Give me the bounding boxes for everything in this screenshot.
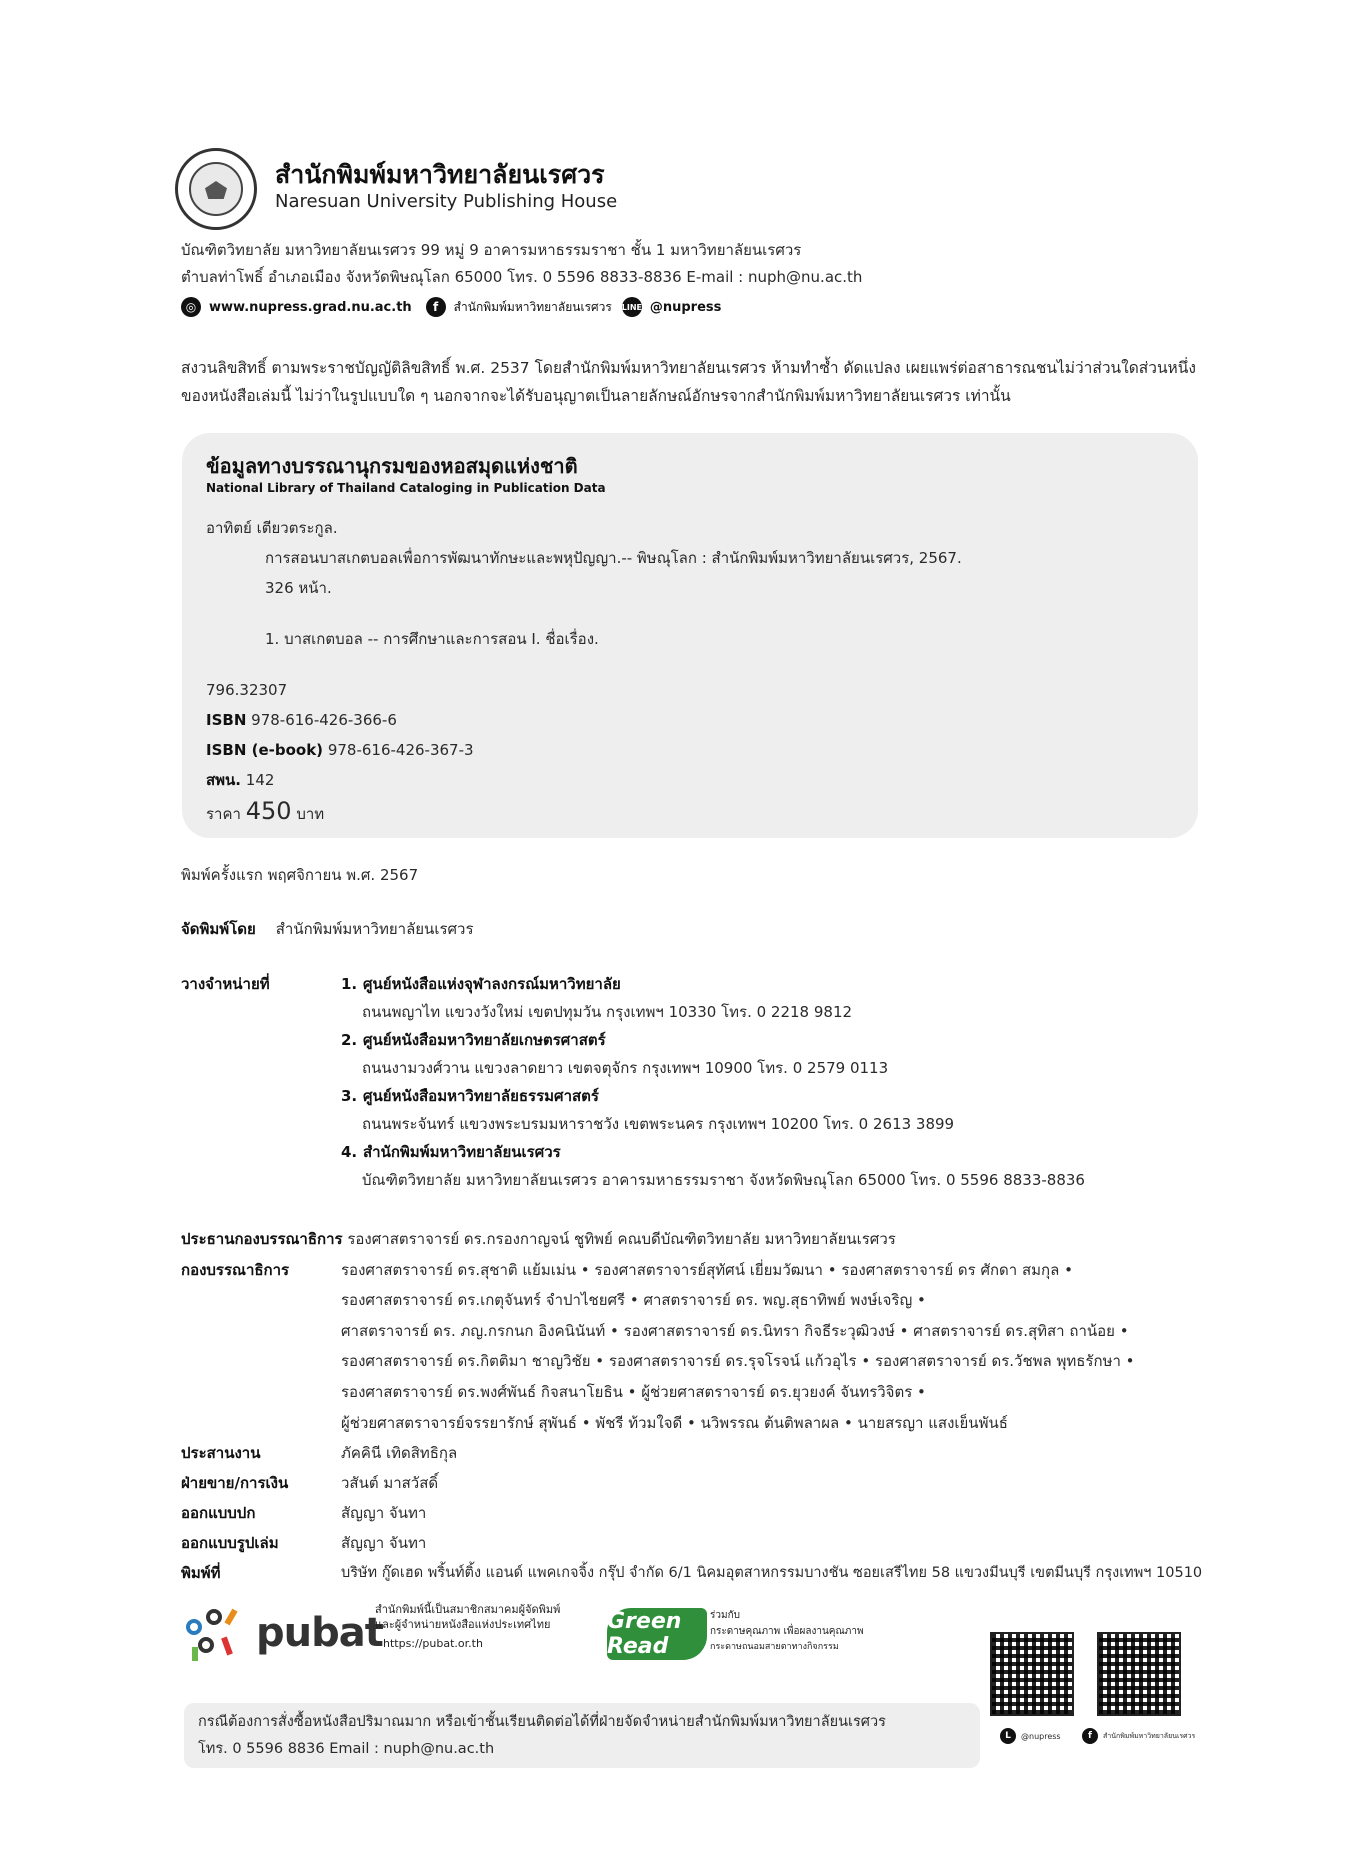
distributor-4-name: 4. สำนักพิมพ์มหาวิทยาลัยนเรศวร [341, 1143, 561, 1161]
editorial-board-line: รองศาสตราจารย์ ดร.กิตติมา ชาญวิชัย • รองศาสตราจารย์ ดร.รุจโรจน์ แก้วอุไร • รองศาสตราจารย์ ดร.วัชพล พุทธรักษา • [341, 1352, 1135, 1370]
layout-design-label: ออกแบบรูปเล่ม [181, 1534, 279, 1552]
pubat-logo-text: pubat [256, 1610, 383, 1656]
catalog-isbn-ebook: ISBN (e-book) 978-616-426-367-3 [206, 741, 474, 759]
cover-design-label: ออกแบบปก [181, 1504, 256, 1522]
catalog-isbn: ISBN 978-616-426-366-6 [206, 711, 397, 729]
catalog-subject: 1. บาสเกตบอล -- การศึกษาและการสอน I. ชื่อเรื่อง. [265, 630, 599, 648]
publisher-title-th: สำนักพิมพ์มหาวิทยาลัยนเรศวร [275, 160, 605, 189]
facebook-link[interactable]: สำนักพิมพ์มหาวิทยาลัยนเรศวร [453, 299, 612, 314]
distributor-2-address: ถนนงามวงศ์วาน แขวงลาดยาว เขตจตุจักร กรุงเทพฯ 10900 โทร. 0 2579 0113 [362, 1059, 889, 1077]
coordinator-value: ภัคคินี เทิดสิทธิกุล [341, 1444, 458, 1462]
distributor-3-name: 3. ศูนย์หนังสือมหาวิทยาลัยธรรมศาสตร์ [341, 1087, 599, 1105]
cover-design-value: สัญญา จันทา [341, 1504, 427, 1522]
editorial-board-line: ผู้ช่วยศาสตราจารย์จรรยารักษ์ สุพันธ์ • พัชรี ท้วมใจดี • นวิพรรณ ต้นติพลาผล • นายสรญา แสงเย็นพันธ์ [341, 1414, 1008, 1432]
layout-design-value: สัญญา จันทา [341, 1534, 427, 1552]
green-read-note: ร่วมกับ กระดาษคุณภาพ เพื่อผลงานคุณภาพ กระดาษถนอมสายตาทางกิจกรรม [710, 1610, 864, 1652]
catalog-pages: 326 หน้า. [265, 579, 332, 597]
website-link[interactable]: www.nupress.grad.nu.ac.th [209, 299, 412, 315]
editorial-board-line: ศาสตราจารย์ ดร. ภญ.กรกนก อิงคนินันท์ • รองศาสตราจารย์ ดร.นิทรา กิจธีระวุฒิวงษ์ • ศาสตราจารย์ ดร.สุทิสา ถาน้อย • [341, 1322, 1129, 1340]
qr-facebook-caption: f สำนักพิมพ์มหาวิทยาลัยนเรศวร [1082, 1728, 1195, 1744]
copyright-line-1: สงวนลิขสิทธิ์ ตามพระราชบัญญัติลิขสิทธิ์ พ.ศ. 2537 โดยสำนักพิมพ์มหาวิทยาลัยนเรศวร ห้ามทำซ้ำ ดัดแปลง เผยแพร่ต่อสาธารณชนไม่ว่าส่วนใดส่วนหนึ่ง [181, 359, 1196, 377]
catalog-book-line: การสอนบาสเกตบอลเพื่อการพัฒนาทักษะและพหุปัญญา.-- พิษณุโลก : สำนักพิมพ์มหาวิทยาลัยนเรศวร, 2567. [265, 549, 962, 567]
facebook-icon: f [1082, 1728, 1098, 1744]
facebook-icon: f [426, 297, 446, 317]
catalog-class-number: 796.32307 [206, 681, 288, 699]
distributor-3-address: ถนนพระจันทร์ แขวงพระบรมมหาราชวัง เขตพระนคร กรุงเทพฯ 10200 โทร. 0 2613 3899 [362, 1115, 955, 1133]
editorial-board-line: รองศาสตราจารย์ ดร.พงศ์พันธ์ กิจสนาโยธิน • ผู้ช่วยศาสตราจารย์ ดร.ยุวยงค์ จันทรวิจิตร • [341, 1383, 926, 1401]
editorial-board-line: รองศาสตราจารย์ ดร.สุชาติ แย้มเม่น • รองศาสตราจารย์สุทัศน์ เยี่ยมวัฒนา • รองศาสตราจารย์ ดร ศักดา สมกุล • [341, 1261, 1073, 1279]
university-seal-logo [175, 148, 257, 230]
footer-line-1: กรณีต้องการสั่งซื้อหนังสือปริมาณมาก หรือเข้าชั้นเรียนติดต่อได้ที่ฝ่ายจัดจำหน่ายสำนักพิมพ์มหาวิทยาลัยนเรศวร [198, 1714, 886, 1730]
pubat-logo-icon [184, 1607, 252, 1667]
sales-label: ฝ่ายขาย/การเงิน [181, 1474, 289, 1492]
qr-code-facebook[interactable] [1097, 1632, 1181, 1716]
line-icon: L [1000, 1728, 1016, 1744]
distributor-4-address: บัณฑิตวิทยาลัย มหาวิทยาลัยนเรศวร อาคารมหาธรรมราชา จังหวัดพิษณุโลก 65000 โทร. 0 5596 8833-8836 [362, 1171, 1085, 1189]
distributor-2-name: 2. ศูนย์หนังสือมหาวิทยาลัยเกษตรศาสตร์ [341, 1031, 606, 1049]
footer-line-2: โทร. 0 5596 8836 Email : nuph@nu.ac.th [198, 1741, 495, 1757]
pubat-note: สำนักพิมพ์นี้เป็นสมาชิกสมาคมผู้จัดพิมพ์ และผู้จำหน่ายหนังสือแห่งประเทศไทย https://pubat.or.th [375, 1603, 561, 1650]
copyright-line-2: ของหนังสือเล่มนี้ ไม่ว่าในรูปแบบใด ๆ นอกจากจะได้รับอนุญาตเป็นลายลักษณ์อักษรจากสำนักพิมพ์มหาวิทยาลัยนเรศวร เท่านั้น [181, 387, 1011, 405]
catalog-snp: สพน. 142 [206, 771, 275, 789]
line-icon: LINE [622, 297, 642, 317]
distributor-1-address: ถนนพญาไท แขวงวังใหม่ เขตปทุมวัน กรุงเทพฯ 10330 โทร. 0 2218 9812 [362, 1003, 853, 1021]
line-link[interactable]: @nupress [649, 299, 722, 315]
qr-line-caption: L @nupress [1000, 1728, 1061, 1744]
printer-value: บริษัท กู๊ดเฮด พริ้นท์ติ้ง แอนด์ แพคเกจจิ้ง กรุ๊ป จำกัด 6/1 นิคมอุตสาหกรรมบางชัน ซอยเสรีไทย 58 แขวงมีนบุรี เขตมีนบุรี กรุงเทพฯ 10510 [341, 1565, 1203, 1581]
sales-value: วสันต์ มาสวัสดิ์ [341, 1474, 439, 1492]
pubat-url[interactable]: https://pubat.or.th [383, 1636, 483, 1650]
first-print: พิมพ์ครั้งแรก พฤศจิกายน พ.ศ. 2567 [181, 866, 419, 884]
web-icon: ◎ [181, 297, 201, 317]
editorial-board-line: รองศาสตราจารย์ ดร.เกตุจันทร์ จำปาไชยศรี • ศาสตราจารย์ ดร. พญ.สุธาทิพย์ พงษ์เจริญ • [341, 1291, 926, 1309]
distributor-1-name: 1. ศูนย์หนังสือแห่งจุฬาลงกรณ์มหาวิทยาลัย [341, 975, 621, 993]
qr-code-line[interactable] [990, 1632, 1074, 1716]
catalog-price: ราคา 450 บาท [206, 797, 325, 825]
catalog-author: อาทิตย์ เตียวตระกูล. [206, 519, 338, 537]
address-line-1: บัณฑิตวิทยาลัย มหาวิทยาลัยนเรศวร 99 หมู่ 9 อาคารมหาธรรมราชา ชั้น 1 มหาวิทยาลัยนเรศวร [181, 241, 802, 259]
publisher-title-en: Naresuan University Publishing House [275, 191, 618, 212]
catalog-title-en: National Library of Thailand Cataloging in Publication Data [206, 481, 606, 495]
printer-label: พิมพ์ที่ [181, 1564, 221, 1582]
editorial-board-label: กองบรรณาธิการ [181, 1261, 290, 1279]
distribution-label: วางจำหน่ายที่ [181, 975, 270, 993]
green-read-logo: Green Read [607, 1608, 707, 1660]
catalog-title-th: ข้อมูลทางบรรณานุกรมของหอสมุดแห่งชาติ [206, 454, 578, 478]
published-by: จัดพิมพ์โดย สำนักพิมพ์มหาวิทยาลัยนเรศวร [181, 920, 474, 938]
address-line-2: ตำบลท่าโพธิ์ อำเภอเมือง จังหวัดพิษณุโลก 65000 โทร. 0 5596 8833-8836 E-mail : nuph@nu.ac.th [181, 268, 863, 286]
social-links [181, 297, 721, 317]
coordinator-label: ประสานงาน [181, 1444, 261, 1462]
editorial-chair: ประธานกองบรรณาธิการ รองศาสตราจารย์ ดร.กรองกาญจน์ ชูทิพย์ คณบดีบัณฑิตวิทยาลัย มหาวิทยาลัยนเรศวร [181, 1230, 896, 1248]
